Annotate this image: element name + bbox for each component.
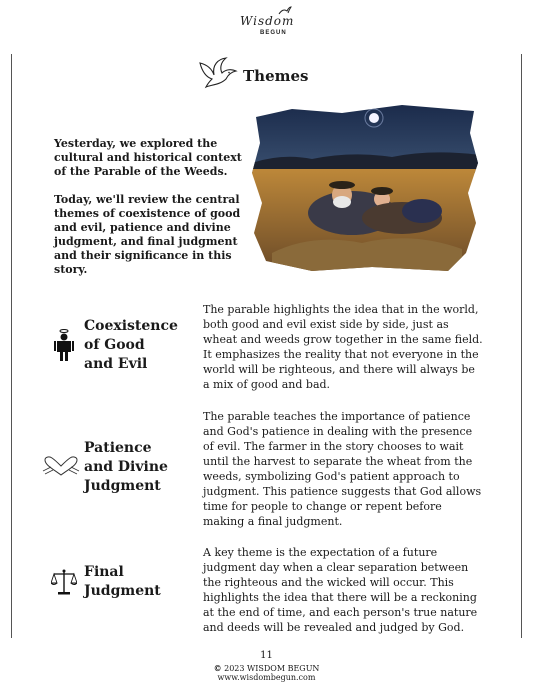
scales-icon [51, 568, 77, 596]
theme-title-line: Patience [84, 440, 152, 456]
brand-logo [238, 4, 298, 40]
heart-hands-icon [41, 455, 81, 477]
theme-title-final-judgment [84, 563, 194, 601]
logo-script-text: Wisdom [240, 14, 295, 28]
page-border-left [11, 54, 12, 638]
bird-icon [278, 6, 292, 16]
page-number: 11 [260, 650, 273, 661]
theme-title-line: Coexistence [84, 318, 178, 334]
copyright-symbol: © [213, 663, 222, 673]
theme-title-line: Judgment [84, 478, 161, 494]
copyright-text: 2023 WISDOM BEGUN [224, 664, 320, 673]
logo-sub-text: BEGUN [260, 30, 287, 36]
page-border-right [521, 54, 522, 638]
theme-title-line: Final [84, 564, 124, 580]
intro-text [54, 137, 254, 291]
theme-title-line: Judgment [84, 583, 161, 599]
hero-image [252, 103, 480, 273]
intro-paragraph-1: Yesterday, we explored the cultural and historical context of the Parable of the Weeds. [54, 137, 242, 178]
theme-title-line: and Evil [84, 356, 148, 372]
theme-title-patience [84, 439, 194, 496]
theme-title-coexistence [84, 317, 194, 374]
intro-paragraph-2: Today, we'll review the central themes of coexistence of good and evil, patience and divine judgment, and final judgment and their significance in this story. [54, 193, 241, 276]
theme-body-final-judgment: A key theme is the expectation of a future judgment day when a clear separation between the righteous and the wicked will occur. This highlights the idea that there will be a reckoning at the end of time, and each person's true nature and deeds will be revealed and judged by God. [203, 546, 478, 634]
theme-body-patience: The parable teaches the importance of patience and God's patience in dealing with the presence of evil. The farmer in the story chooses to wait until the harvest to separate the wheat from the weeds, symbolizing God's patient approach to judgment. This patience suggests that God allows time for people to change or repent before making a final judgment. [203, 410, 482, 528]
website-link[interactable]: www.wisdombegun.com [217, 673, 316, 682]
theme-title-line: of Good [84, 337, 145, 353]
dove-icon [198, 57, 238, 89]
angel-devil-figure-icon [53, 328, 75, 362]
page-title: Themes [243, 67, 309, 85]
theme-body-coexistence: The parable highlights the idea that in the world, both good and evil exist side by side, just as wheat and weeds grow together in the same field. It emphasizes the reality that not everyone in the world will be righteous, and there will always be a mix of good and bad. [203, 303, 483, 391]
theme-title-line: and Divine [84, 459, 168, 475]
copyright-line [0, 663, 533, 673]
